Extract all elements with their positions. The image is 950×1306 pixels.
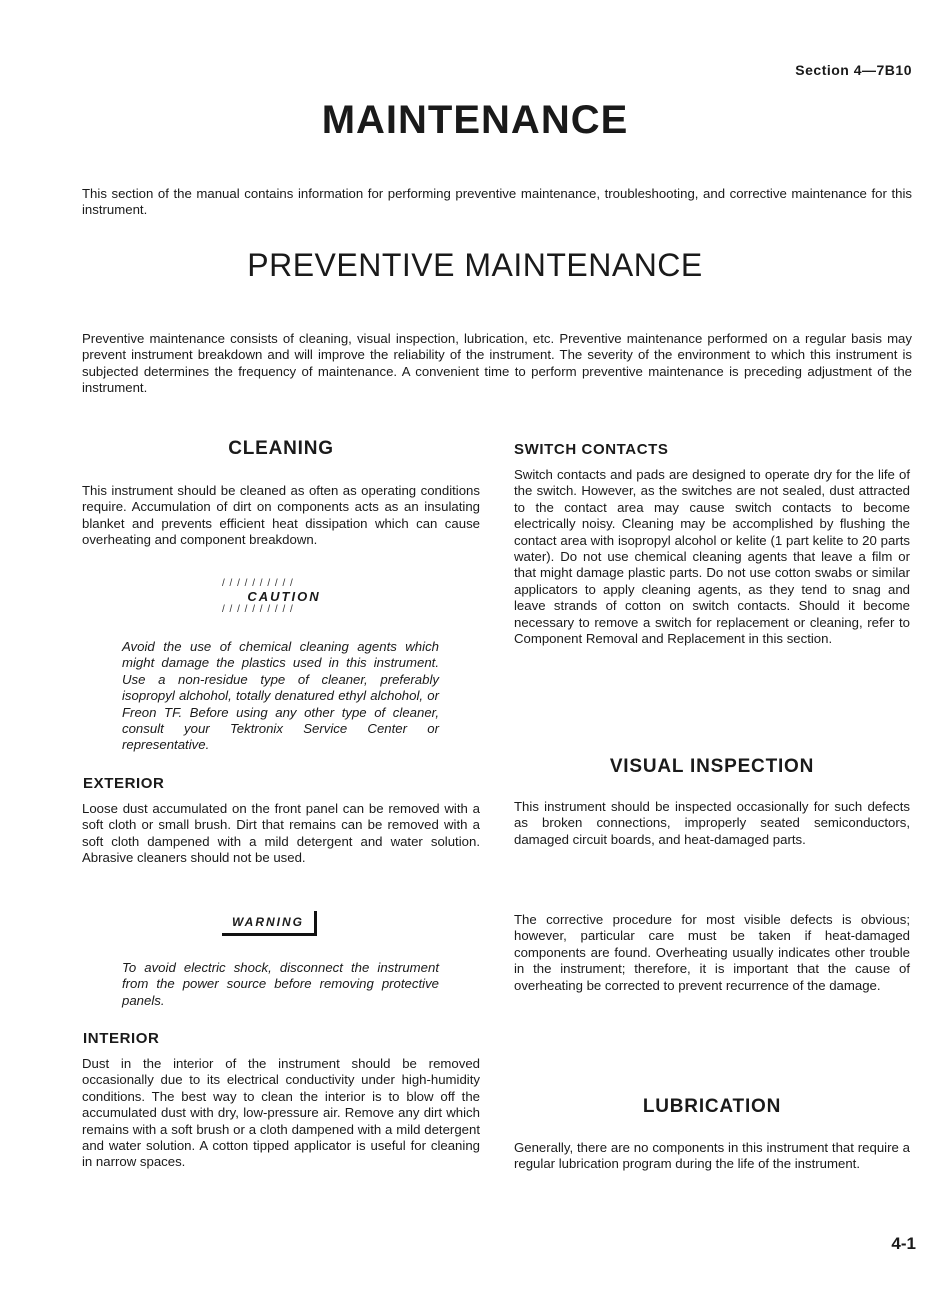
page-number: 4-1 <box>891 1234 916 1253</box>
warning-text: To avoid electric shock, disconnect the instrument from the power source before removing protective panels. <box>122 960 439 1008</box>
interior-paragraph: Dust in the interior of the instrument should be removed occasionally due to its electrical conductivity under high-humidity conditions. The best way to clean the interior is to blow off the accumulated dust with dry, low-pressure air. Remove any dirt which remains with a soft brush or a cloth dampened with a mild detergent and water solution. A cotton tipped applicator is useful for cleaning in narrow spaces. <box>82 1056 480 1170</box>
switch-contacts-heading: SWITCH CONTACTS <box>514 441 669 458</box>
lubrication-heading: LUBRICATION <box>642 1096 782 1117</box>
visual-inspection-heading: VISUAL INSPECTION <box>609 756 815 777</box>
caution-box <box>222 578 346 615</box>
exterior-heading: EXTERIOR <box>83 775 165 792</box>
caution-text: Avoid the use of chemical cleaning agents which might damage the plastics used in this instrument. Use a non-residue type of cleaner, preferably isopropyl alchohol, totally denatured ethyl alchohol, or Freon TF. Before using any other type of cleaner, consult your Tektronix Service Center or representative. <box>122 639 439 753</box>
interior-heading: INTERIOR <box>83 1030 160 1047</box>
switch-contacts-paragraph: Switch contacts and pads are designed to operate dry for the life of the switch. However, as the switches are not sealed, dust attracted to the contact area may cause switch contacts to become electrically noisy. Cleaning may be accomplished by flushing the contact area with isopropyl alcohol or kelite (1 part kelite to 20 parts water). Do not use chemical cleaning agents that leave a film or that might damage plastic parts. Do not use cotton swabs or similar applicators to apply cleaning agents, as they tend to snag and leave strands of cotton on switch contacts. Should it become necessary to remove a switch for replacement or cleaning, refer to Component Removal and Replacement in this section. <box>514 467 910 647</box>
exterior-paragraph: Loose dust accumulated on the front panel can be removed with a soft cloth or small brush. Dirt that remains can be removed with a soft cloth dampened with a mild detergent and water solution. Abrasive cleaners should not be used. <box>82 801 480 866</box>
warning-label: WARNING <box>232 915 304 929</box>
cleaning-paragraph: This instrument should be cleaned as often as operating conditions require. Accumulation of dirt on components acts as an insulating blanket and prevents efficient heat dissipation which can cause overheating and component breakdown. <box>82 483 480 548</box>
visual-inspection-paragraph-2: The corrective procedure for most visible defects is obvious; however, particular care must be taken if heat-damaged components are found. Overheating usually indicates other trouble in the instrument; therefore, it is important that the cause of overheating be corrected to prevent recurrence of the damage. <box>514 912 910 993</box>
visual-inspection-paragraph-1: This instrument should be inspected occasionally for such defects as broken connections, improperly seated semiconductors, damaged circuit boards, and heat-damaged parts. <box>514 799 910 847</box>
warning-box <box>222 911 317 936</box>
caution-border-bottom: / / / / / / / / / / <box>222 604 294 615</box>
preventive-paragraph: Preventive maintenance consists of cleaning, visual inspection, lubrication, etc. Preventive maintenance performed on a regular basis may prevent instrument breakdown and will improve the reliability of the instrument. The severity of the environment to which this instrument is subjected determines the frequency of maintenance. A convenient time to perform preventive maintenance is preceding adjustment of the instrument. <box>82 331 912 396</box>
lubrication-paragraph: Generally, there are no components in this instrument that require a regular lubrication program during the life of the instrument. <box>514 1140 910 1172</box>
page-title: MAINTENANCE <box>321 98 629 142</box>
intro-paragraph: This section of the manual contains information for performing preventive maintenance, troubleshooting, and corrective maintenance for this instrument. <box>82 186 912 218</box>
section-header: Section 4—7B10 <box>795 62 912 78</box>
cleaning-heading: CLEANING <box>228 438 334 459</box>
preventive-heading: PREVENTIVE MAINTENANCE <box>247 247 703 283</box>
caution-border-top: / / / / / / / / / / <box>222 578 294 589</box>
caution-label: CAUTION <box>247 589 321 604</box>
